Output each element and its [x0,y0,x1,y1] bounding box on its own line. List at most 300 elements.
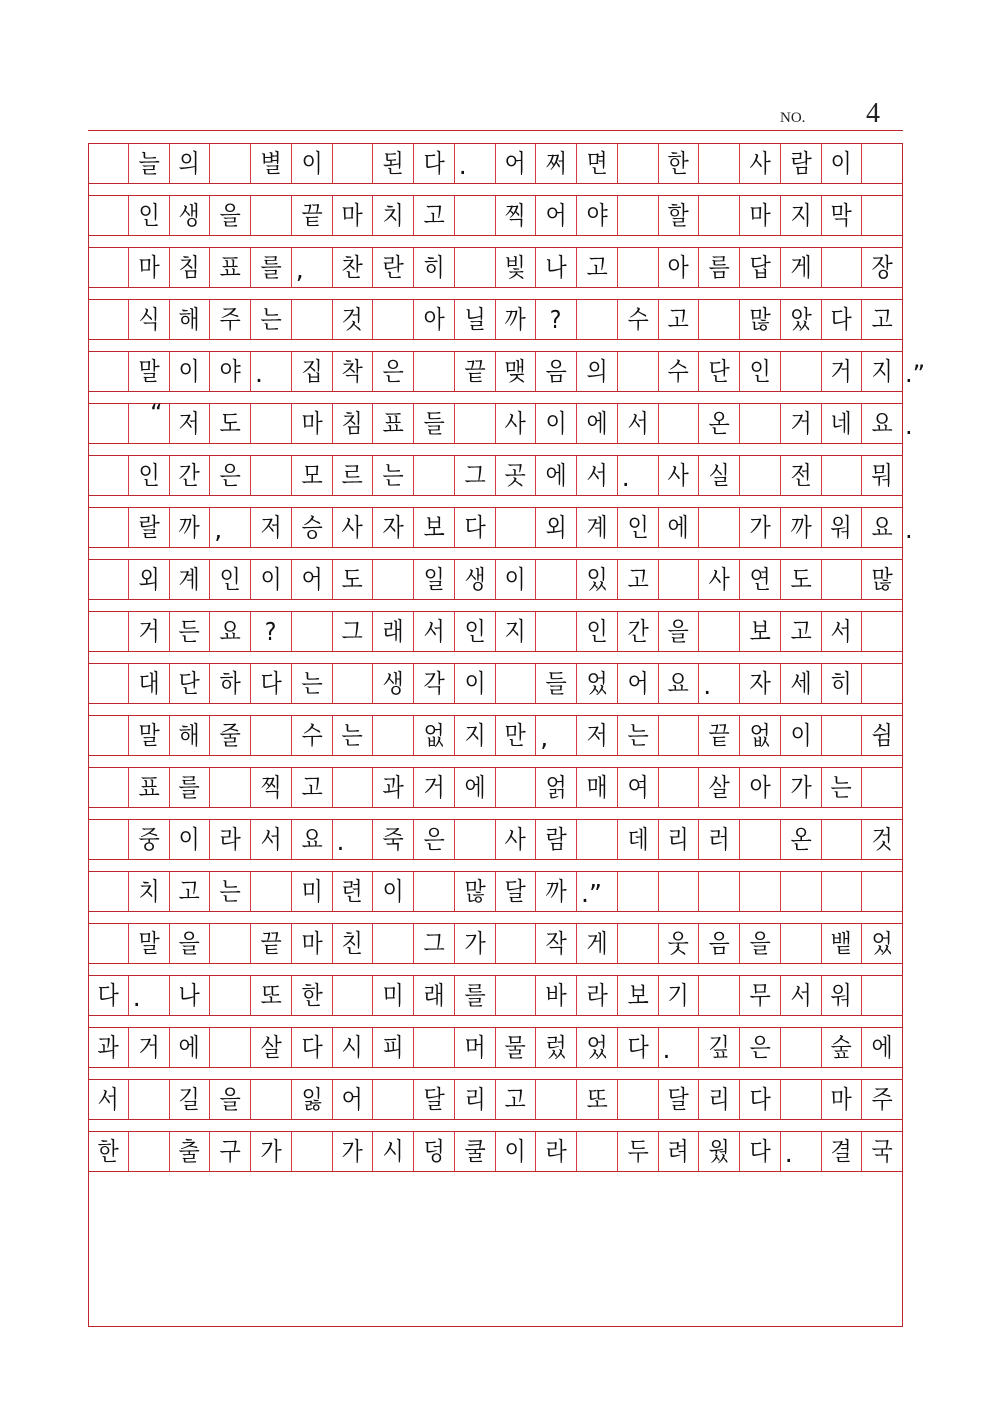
manuscript-row [88,767,903,808]
manuscript-cell [210,664,251,703]
manuscript-cell [292,664,333,703]
manuscript-cell [536,768,577,807]
manuscript-cell [455,144,496,183]
cell-char: 련 [341,877,364,906]
cell-char: 있 [586,565,608,594]
cell-char: 것 [871,825,893,854]
manuscript-cell [659,1028,700,1067]
cell-char: 이 [504,1137,527,1166]
manuscript-cell [170,560,211,599]
manuscript-cell [862,716,903,755]
manuscript-cell [577,144,618,183]
manuscript-cell [577,300,618,339]
cell-char: 의 [178,149,201,178]
cell-char: 서 [260,825,282,854]
manuscript-cell [822,1080,863,1119]
cell-char: 된 [382,149,404,178]
cell-char: 름 [708,253,730,282]
cell-char: 라 [545,1137,567,1166]
manuscript-cell [577,248,618,287]
cell-char: 요 [219,617,241,646]
cell-char: 또 [586,1085,608,1114]
manuscript-row [88,559,903,600]
cell-char: 별 [260,149,282,178]
cell-char: 미 [300,877,323,906]
manuscript-cell [618,144,659,183]
manuscript-cell [373,820,414,859]
manuscript-cell [414,404,455,443]
cell-char: 를 [178,773,201,802]
cell-char: 일 [423,565,445,594]
cell-char: 은 [219,461,241,490]
manuscript-cell [577,872,618,911]
manuscript-cell [618,456,659,495]
cell-char: 간 [626,617,649,646]
manuscript-cell [618,872,659,911]
manuscript-cell [822,1028,863,1067]
manuscript-cell [577,352,618,391]
manuscript-cell [170,924,211,963]
manuscript-row [88,819,903,860]
cell-char: 작 [545,929,567,958]
cell-char: 가 [749,513,771,542]
manuscript-cell [740,768,781,807]
manuscript-cell [781,300,822,339]
manuscript-cell [455,248,496,287]
manuscript-cell [740,924,781,963]
manuscript-cell [659,456,700,495]
manuscript-cell [251,924,292,963]
manuscript-row [88,299,903,340]
cell-char: 표 [219,253,241,282]
manuscript-cell [292,352,333,391]
cell-char: 어 [341,1085,364,1114]
cell-char: 끝 [708,721,730,750]
cell-char: 다 [463,513,486,542]
manuscript-cell [455,456,496,495]
manuscript-cell [333,716,374,755]
cell-char: 서 [626,409,649,438]
cell-char: 고 [789,617,812,646]
cell-char: 은 [749,1033,771,1062]
manuscript-cell [373,1080,414,1119]
manuscript-cell [88,612,129,651]
manuscript-cell [536,456,577,495]
cell-char: 서 [830,617,853,646]
manuscript-cell [862,612,903,651]
cell-char: 라 [586,981,608,1010]
manuscript-cell [414,560,455,599]
manuscript-cell [822,404,863,443]
cell-char: 는 [219,877,241,906]
manuscript-cell [88,404,129,443]
manuscript-cell [251,664,292,703]
cell-char: 고 [667,305,690,334]
manuscript-cell [536,248,577,287]
manuscript-cell [373,248,414,287]
manuscript-cell [577,1080,618,1119]
manuscript-cell [292,612,333,651]
manuscript-cell [292,456,333,495]
manuscript-cell [781,664,822,703]
cell-char: 식 [137,305,160,334]
manuscript-cell [699,196,740,235]
cell-char: 말 [137,721,160,750]
manuscript-cell [618,352,659,391]
cell-char: 야 [219,357,241,386]
manuscript-cell [699,976,740,1015]
manuscript-cell [659,508,700,547]
manuscript-cell [822,976,863,1015]
cell-char: 고 [626,565,649,594]
cell-char: 에 [463,773,486,802]
cell-char: 가 [341,1137,364,1166]
cell-char: 찍 [504,201,527,230]
cell-char: 인 [626,513,649,542]
manuscript-cell [333,820,374,859]
manuscript-cell [659,872,700,911]
manuscript-cell [536,1080,577,1119]
cell-char: 해 [178,305,201,334]
cell-char: 중 [137,825,160,854]
cell-char: 아 [667,253,690,282]
cell-char: 라 [219,825,241,854]
manuscript-cell [414,820,455,859]
cell-char: 이 [300,149,323,178]
manuscript-cell [210,612,251,651]
cell-char: 곳 [504,461,527,490]
cell-char: 가 [260,1137,282,1166]
manuscript-cell [129,872,170,911]
cell-char: 사 [341,513,364,542]
cell-char: 온 [789,825,812,854]
manuscript-cell [210,352,251,391]
manuscript-cell [414,664,455,703]
manuscript-cell [251,508,292,547]
manuscript-cell [251,352,292,391]
manuscript-cell [333,612,374,651]
cell-char: 리 [708,1085,730,1114]
manuscript-cell [373,300,414,339]
manuscript-cell [618,716,659,755]
manuscript-cell [129,560,170,599]
cell-char: 없 [423,721,445,750]
cell-char: 계 [178,565,201,594]
manuscript-cell [618,924,659,963]
manuscript-cell [333,1132,374,1171]
cell-char: 무 [749,981,771,1010]
manuscript-cell [251,456,292,495]
cell-char: 고 [871,305,893,334]
manuscript-cell [740,820,781,859]
manuscript-cell [781,248,822,287]
manuscript-cell [414,456,455,495]
manuscript-cell [699,404,740,443]
manuscript-cell [414,612,455,651]
cell-char: 다 [830,305,853,334]
cell-char: 다 [749,1137,771,1166]
manuscript-cell [862,404,903,443]
cell-char: 거 [789,409,812,438]
manuscript-cell [781,716,822,755]
cell-char: 야 [586,201,608,230]
cell-char: 간 [178,461,201,490]
manuscript-row [88,663,903,704]
manuscript-cell [414,976,455,1015]
manuscript-cell [251,768,292,807]
manuscript-cell [414,248,455,287]
cell-char: 마 [341,201,364,230]
manuscript-cell [740,352,781,391]
manuscript-cell [618,612,659,651]
manuscript-cell [170,300,211,339]
manuscript-cell [577,612,618,651]
cell-char: 할 [667,201,690,230]
manuscript-row [88,715,903,756]
cell-char: 보 [749,617,771,646]
cell-char: 한 [667,149,690,178]
manuscript-cell [292,248,333,287]
cell-char: 시 [382,1137,404,1166]
cell-char: 각 [423,669,445,698]
manuscript-cell [129,508,170,547]
manuscript-cell [577,508,618,547]
manuscript-cell [333,144,374,183]
manuscript-cell [170,196,211,235]
cell-char: 그 [423,929,445,958]
manuscript-cell [292,196,333,235]
manuscript-cell [496,976,537,1015]
manuscript-cell [210,456,251,495]
cell-char: 구 [219,1137,241,1166]
cell-char: 었 [586,1033,608,1062]
cell-char: 인 [137,201,160,230]
manuscript-cell [740,1028,781,1067]
cell-char: 았 [789,305,812,334]
manuscript-cell [373,404,414,443]
manuscript-cell [414,196,455,235]
manuscript-row [88,975,903,1016]
cell-char: 사 [667,461,690,490]
manuscript-cell [455,1132,496,1171]
manuscript-cell [699,924,740,963]
manuscript-cell [862,820,903,859]
manuscript-cell [333,352,374,391]
manuscript-row [88,1131,903,1172]
manuscript-cell [659,768,700,807]
cell-char: 을 [749,929,771,958]
manuscript-cell [170,664,211,703]
cell-char: 장 [871,253,893,282]
manuscript-cell [129,248,170,287]
manuscript-cell [577,716,618,755]
cell-char: 까 [178,513,201,542]
manuscript-cell [577,820,618,859]
cell-char: 인 [586,617,608,646]
manuscript-cell [88,924,129,963]
cell-char: . [621,463,630,492]
manuscript-cell [292,716,333,755]
manuscript-cell [455,560,496,599]
cell-char: 인 [137,461,160,490]
manuscript-cell [740,976,781,1015]
manuscript-cell [496,612,537,651]
cell-char: 단 [178,669,201,698]
cell-char: 다 [97,981,120,1010]
cell-char: 길 [178,1085,201,1114]
cell-char: 자 [382,513,404,542]
manuscript-cell [88,664,129,703]
cell-char: 요 [871,513,893,542]
manuscript-cell [170,872,211,911]
manuscript-cell [170,352,211,391]
manuscript-cell [822,872,863,911]
cell-char: 마 [300,929,323,958]
manuscript-cell [129,820,170,859]
cell-char: 저 [586,721,608,750]
manuscript-cell [88,456,129,495]
manuscript-cell [455,924,496,963]
manuscript-cell [88,144,129,183]
manuscript-cell [88,872,129,911]
cell-char: 을 [667,617,690,646]
manuscript-row [88,1079,903,1120]
cell-char: 기 [667,981,690,1010]
manuscript-cell [822,248,863,287]
cell-char: 요 [300,825,323,854]
cell-char: 에 [545,461,567,490]
cell-char: 거 [137,617,160,646]
manuscript-cell [496,560,537,599]
manuscript-cell [129,976,170,1015]
manuscript-cell [536,404,577,443]
cell-char: 은 [382,357,404,386]
cell-char: 단 [708,357,730,386]
manuscript-cell [781,924,822,963]
manuscript-cell [496,664,537,703]
manuscript-cell [455,508,496,547]
manuscript-cell [496,1080,537,1119]
manuscript-cell [822,300,863,339]
cell-char: 는 [300,669,323,698]
manuscript-cell [292,768,333,807]
manuscript-cell [414,1080,455,1119]
manuscript-cell [496,768,537,807]
manuscript-cell [536,508,577,547]
manuscript-cell [781,144,822,183]
manuscript-cell [373,976,414,1015]
manuscript-cell [210,1080,251,1119]
cell-char: . [132,983,141,1012]
manuscript-cell [618,820,659,859]
manuscript-cell [455,976,496,1015]
cell-char: 마 [749,201,771,230]
cell-char: 계 [586,513,608,542]
cell-char: 맺 [504,357,527,386]
cell-char: 미 [382,981,404,1010]
cell-char: 도 [341,565,364,594]
cell-char: 다 [626,1033,649,1062]
manuscript-row [88,143,903,184]
manuscript-cell [414,508,455,547]
manuscript-cell [455,352,496,391]
manuscript-cell [659,300,700,339]
manuscript-cell [455,664,496,703]
manuscript-cell [699,248,740,287]
manuscript-cell [251,1028,292,1067]
manuscript-cell [496,1028,537,1067]
manuscript-cell [740,196,781,235]
manuscript-cell [170,456,211,495]
manuscript-cell [88,1028,129,1067]
manuscript-cell [659,976,700,1015]
manuscript-row [88,1027,903,1068]
manuscript-cell [210,560,251,599]
manuscript-cell [333,924,374,963]
manuscript-cell [88,768,129,807]
manuscript-cell [659,404,700,443]
cell-char: 이 [504,565,527,594]
cell-char: 가 [789,773,812,802]
manuscript-cell [210,1132,251,1171]
manuscript-cell [577,196,618,235]
manuscript-cell [740,664,781,703]
manuscript-cell [496,248,537,287]
cell-char: 연 [749,565,771,594]
manuscript-cell [414,352,455,391]
cell-char: 이 [178,825,201,854]
cell-char: 서 [789,981,812,1010]
cell-char: 워 [830,981,853,1010]
cell-char: 래 [382,617,404,646]
manuscript-cell [88,352,129,391]
manuscript-cell [251,716,292,755]
cell-char: 나 [545,253,567,282]
manuscript-cell [333,768,374,807]
cell-char: 침 [341,409,364,438]
manuscript-cell [210,508,251,547]
cell-char: 수 [626,305,649,334]
manuscript-cell [659,1132,700,1171]
manuscript-cell [862,664,903,703]
cell-char: 찍 [260,773,282,802]
manuscript-cell [333,664,374,703]
cell-char: 늘 [137,149,160,178]
manuscript-cell [373,664,414,703]
manuscript-cell [292,976,333,1015]
manuscript-cell [577,768,618,807]
cell-char: 이 [789,721,812,750]
manuscript-cell [129,300,170,339]
cell-char: 들 [545,669,567,698]
manuscript-cell [536,664,577,703]
manuscript-cell [618,404,659,443]
cell-char: 매 [586,773,608,802]
manuscript-cell [333,1028,374,1067]
cell-char: 착 [341,357,364,386]
cell-char: 승 [300,513,323,542]
manuscript-cell [781,820,822,859]
manuscript-cell [781,612,822,651]
cell-char: 것 [341,305,364,334]
margin-punctuation: . [905,412,913,440]
manuscript-cell [373,144,414,183]
cell-char: 히 [830,669,853,698]
manuscript-cell [292,872,333,911]
manuscript-row [88,923,903,964]
manuscript-cell [496,820,537,859]
cell-char: 인 [749,357,771,386]
